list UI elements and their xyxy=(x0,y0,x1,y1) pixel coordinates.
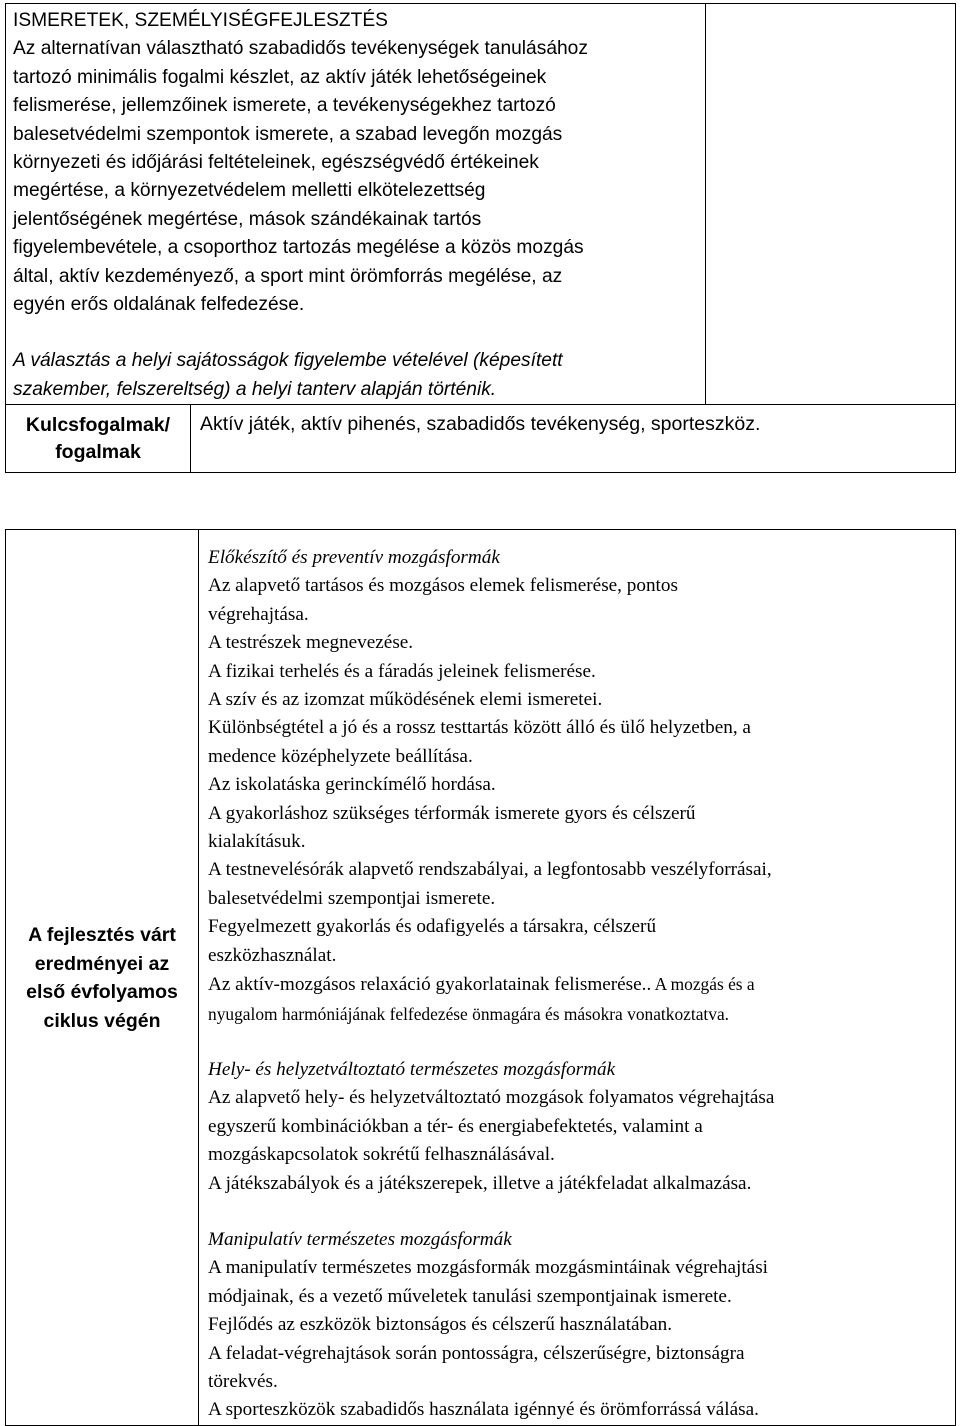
text-line: A gyakorláshoz szükséges térformák ismerete gyors és célszerű xyxy=(208,802,696,824)
text-line: Az iskolatáska gerinckímélő hordása. xyxy=(208,774,496,796)
text-line: megértése, a környezetvédelem melletti elkötelezettség xyxy=(13,180,486,202)
text-line: balesetvédelmi szempontjai ismerete. xyxy=(208,887,496,909)
text-line: felismerése, jellemzőinek ismerete, a tevékenységekhez tartozó xyxy=(13,95,556,117)
text-line: tartozó minimális fogalmi készlet, az aktív játék lehetőségeinek xyxy=(13,66,547,88)
text-line: Fejlődés az eszközök biztonságos és célszerű használatában. xyxy=(208,1314,673,1336)
italic-note-line: A választás a helyi sajátosságok figyelembe vételével (képesített xyxy=(13,350,563,372)
text-line: egyén erős oldalának felfedezése. xyxy=(13,294,305,316)
competencies-table xyxy=(5,3,956,473)
spacer xyxy=(13,319,699,347)
text-line: A fizikai terhelés és a fáradás jeleinek felismerése. xyxy=(208,660,596,682)
empty-cell xyxy=(706,4,956,405)
mixed-line-part-small: A mozgás és a xyxy=(651,974,755,995)
text-line: Az alternatívan választható szabadidős tevékenységek tanulásához xyxy=(13,38,588,60)
spacer xyxy=(208,1198,945,1226)
text-line: medence középhelyzete beállítása. xyxy=(208,745,473,767)
subsection-heading: Manipulatív természetes mozgásformák xyxy=(208,1228,512,1250)
text-line: egyszerű kombinációkban a tér- és energiabefektetés, valamint a xyxy=(208,1115,703,1137)
text-line: A sporteszközök szabadidős használata igénnyé és örömforrássá válása. xyxy=(208,1399,759,1421)
key-concepts-value: Aktív játék, aktív pihenés, szabadidős tevékenység, sporteszköz. xyxy=(200,413,761,436)
expected-results-table xyxy=(5,529,956,1426)
text-line: A szív és az izomzat működésének elemi ismeretei. xyxy=(208,689,603,711)
mixed-line-part: Az aktív-mozgásos relaxáció gyakorlatainak felismerése.. xyxy=(208,974,652,996)
text-line: végrehajtása. xyxy=(208,603,309,625)
section-heading: ISMERETEK, SZEMÉLYISÉGFEJLESZTÉS xyxy=(13,10,388,31)
subsection-heading: Előkészítő és preventív mozgásformák xyxy=(208,547,500,568)
italic-note-line: szakember, felszereltség) a helyi tanterv alapján történik. xyxy=(13,378,497,400)
text-line: figyelembevétele, a csoporthoz tartozás megélése a közös mozgás xyxy=(13,237,584,259)
expected-results-label xyxy=(6,530,199,1426)
expected-results-content xyxy=(199,530,956,1426)
text-line: eszközhasználat. xyxy=(208,944,337,966)
key-concepts-label xyxy=(6,405,191,472)
key-concepts-row xyxy=(6,405,956,473)
competencies-text xyxy=(6,4,705,404)
text-line: A testrészek megnevezése. xyxy=(208,632,414,654)
text-line: A testnevelésórák alapvető rendszabályai, a legfontosabb veszélyforrásai, xyxy=(208,859,772,881)
text-line: kialakításuk. xyxy=(208,831,306,853)
text-line: Az alapvető hely- és helyzetváltoztató mozgások folyamatos végrehajtása xyxy=(208,1087,775,1109)
label-line: eredményei az xyxy=(34,952,170,975)
text-line: A manipulatív természetes mozgásformák mozgásmintáinak végrehajtási xyxy=(208,1257,768,1279)
key-concepts-label-line: fogalmak xyxy=(55,440,141,463)
label-line: ciklus végén xyxy=(43,1009,161,1032)
text-line: balesetvédelmi szempontok ismerete, a szabad levegőn mozgás xyxy=(13,123,563,145)
text-line: mozgáskapcsolatok sokrétű felhasználásával. xyxy=(208,1144,555,1166)
text-line: környezeti és időjárási feltételeinek, egészségvédő értékeinek xyxy=(13,152,539,174)
spacer xyxy=(208,1028,945,1056)
small-text-line: nyugalom harmóniájának felfedezése önmagára és másokra vonatkoztatva. xyxy=(208,1003,730,1024)
text-line: Fegyelmezett gyakorlás és odafigyelés a társakra, célszerű xyxy=(208,916,657,938)
text-line: A játékszabályok és a játékszerepek, illetve a játékfeladat alkalmazása. xyxy=(208,1172,752,1194)
text-line: jelentőségének megértése, mások szándékainak tartós xyxy=(13,208,482,230)
mixed-line xyxy=(208,970,945,999)
text-line: által, aktív kezdeményező, a sport mint örömforrás megélése, az xyxy=(13,265,563,287)
key-concepts-inner xyxy=(6,405,955,472)
text-line: törekvés. xyxy=(208,1370,278,1392)
text-line: Különbségtétel a jó és a rossz testtartás között álló és ülő helyzetben, a xyxy=(208,717,751,739)
label-line: első évfolyamos xyxy=(26,981,178,1004)
subsection-heading: Hely- és helyzetváltoztató természetes mozgásformák xyxy=(208,1058,616,1080)
text-line: Az alapvető tartásos és mozgásos elemek felismerése, pontos xyxy=(208,575,678,597)
label-line: A fejlesztés várt xyxy=(28,924,176,947)
text-line: A feladat-végrehajtások során pontosságra, célszerűségre, biztonságra xyxy=(208,1342,745,1364)
key-concepts-label-line: Kulcsfogalmak/ xyxy=(25,413,171,436)
competencies-cell xyxy=(6,4,706,405)
text-line: módjainak, és a vezető műveletek tanulási szempontjainak ismerete. xyxy=(208,1285,732,1307)
